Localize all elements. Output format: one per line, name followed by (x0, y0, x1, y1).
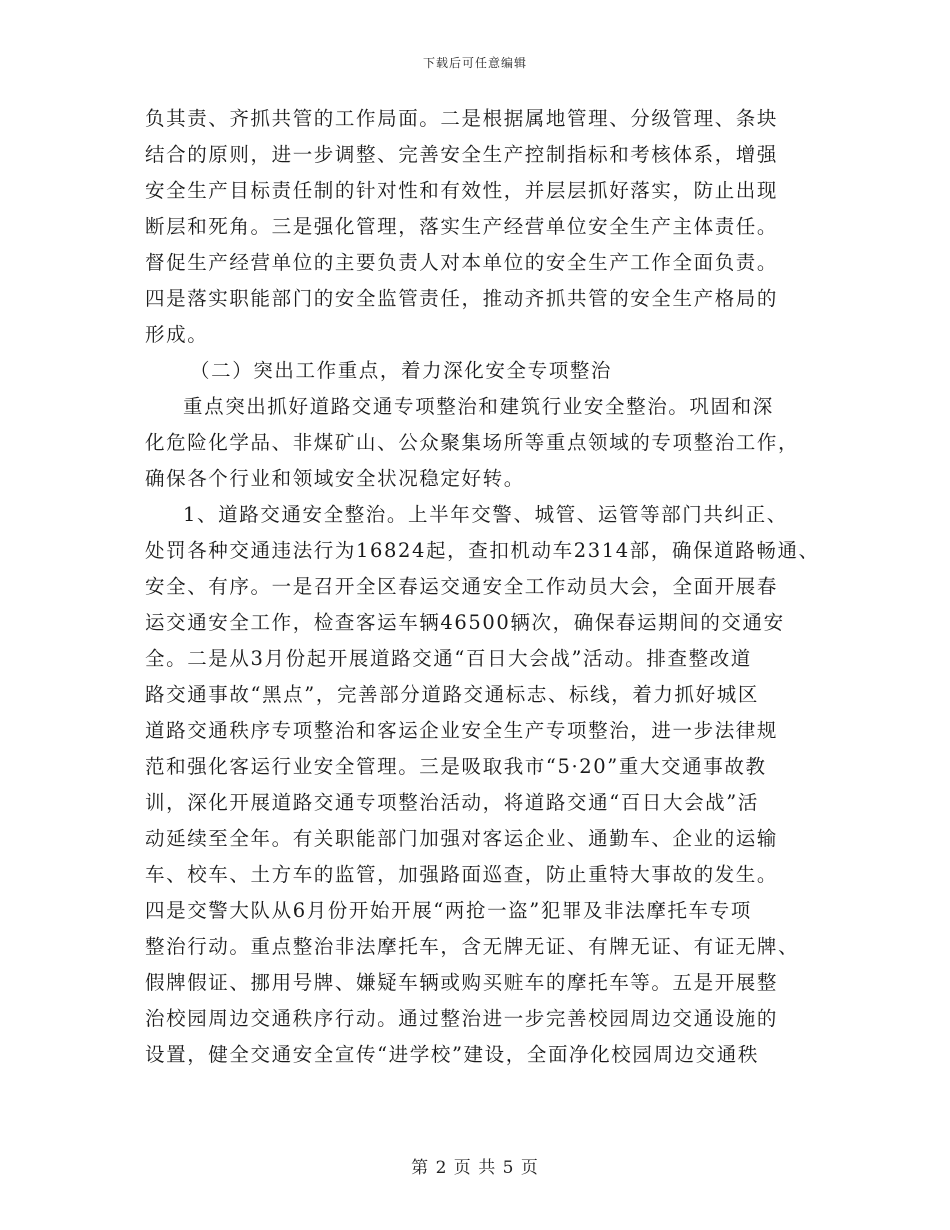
body-line: 化危险化学品、非煤矿山、公众聚集场所等重点领域的专项整治工作， (145, 431, 800, 454)
body-line: 整治行动。重点整治非法摩托车，含无牌无证、有牌无证、有证无牌、 (145, 935, 800, 958)
body-line: 安全、有序。一是召开全区春运交通安全工作动员大会，全面开展春 (145, 575, 779, 598)
body-line: 形成。 (145, 323, 209, 346)
body-line: 四是落实职能部门的安全监管责任，推动齐抓共管的安全生产格局的 (145, 287, 779, 310)
paragraph-first-line: 1、道路交通安全整治。上半年交警、城管、运管等部门共纠正、 (183, 503, 788, 526)
body-line: 车、校车、土方车的监管，加强路面巡查，防止重特大事故的发生。 (145, 863, 779, 886)
body-line: 结合的原则，进一步调整、完善安全生产控制指标和考核体系，增强 (145, 143, 779, 166)
body-line: 路交通事故“黑点”，完善部分道路交通标志、标线，着力抓好城区 (145, 683, 759, 706)
body-line: 负其责、齐抓共管的工作局面。二是根据属地管理、分级管理、条块 (145, 107, 779, 130)
body-line: 治校园周边交通秩序行动。通过整治进一步完善校园周边交通设施的 (145, 1007, 779, 1030)
body-line: 动延续至全年。有关职能部门加强对客运企业、通勤车、企业的运输 (145, 827, 779, 850)
body-line: 处罚各种交通违法行为16824起，查扣机动车2314部，确保道路畅通、 (145, 539, 820, 562)
body-line: 运交通安全工作，检查客运车辆46500辆次，确保春运期间的交通安 (145, 611, 785, 634)
body-line: 确保各个行业和领域安全状况稳定好转。 (145, 467, 525, 490)
body-line: 安全生产目标责任制的针对性和有效性，并层层抓好落实，防止出现 (145, 179, 779, 202)
body-line: 假牌假证、挪用号牌、嫌疑车辆或购买赃车的摩托车等。五是开展整 (145, 971, 779, 994)
section-heading: （二）突出工作重点，着力深化安全专项整治 (190, 359, 613, 382)
body-line: 四是交警大队从6月份开始开展“两抢一盗”犯罪及非法摩托车专项 (145, 899, 752, 922)
body-line: 道路交通秩序专项整治和客运企业安全生产专项整治，进一步法律规 (145, 719, 779, 742)
body-line: 设置，健全交通安全宣传“进学校”建设，全面净化校园周边交通秩 (145, 1043, 759, 1066)
body-line: 断层和死角。三是强化管理，落实生产经营单位安全生产主体责任。 (145, 215, 779, 238)
page-header: 下载后可任意编辑 (422, 56, 527, 70)
body-line: 训，深化开展道路交通专项整治活动，将道路交通“百日大会战”活 (145, 791, 759, 814)
body-line: 范和强化客运行业安全管理。三是吸取我市“5·20”重大交通事故教 (145, 755, 767, 778)
document-body (145, 101, 820, 1073)
paragraph-first-line: 重点突出抓好道路交通专项整治和建筑行业安全整治。巩固和深 (183, 395, 774, 418)
body-line: 全。二是从3月份起开展道路交通“百日大会战”活动。排查整改道 (145, 647, 752, 670)
body-line: 督促生产经营单位的主要负责人对本单位的安全生产工作全面负责。 (145, 251, 779, 274)
page-number-footer: 第 2 页 共 5 页 (411, 1158, 539, 1178)
